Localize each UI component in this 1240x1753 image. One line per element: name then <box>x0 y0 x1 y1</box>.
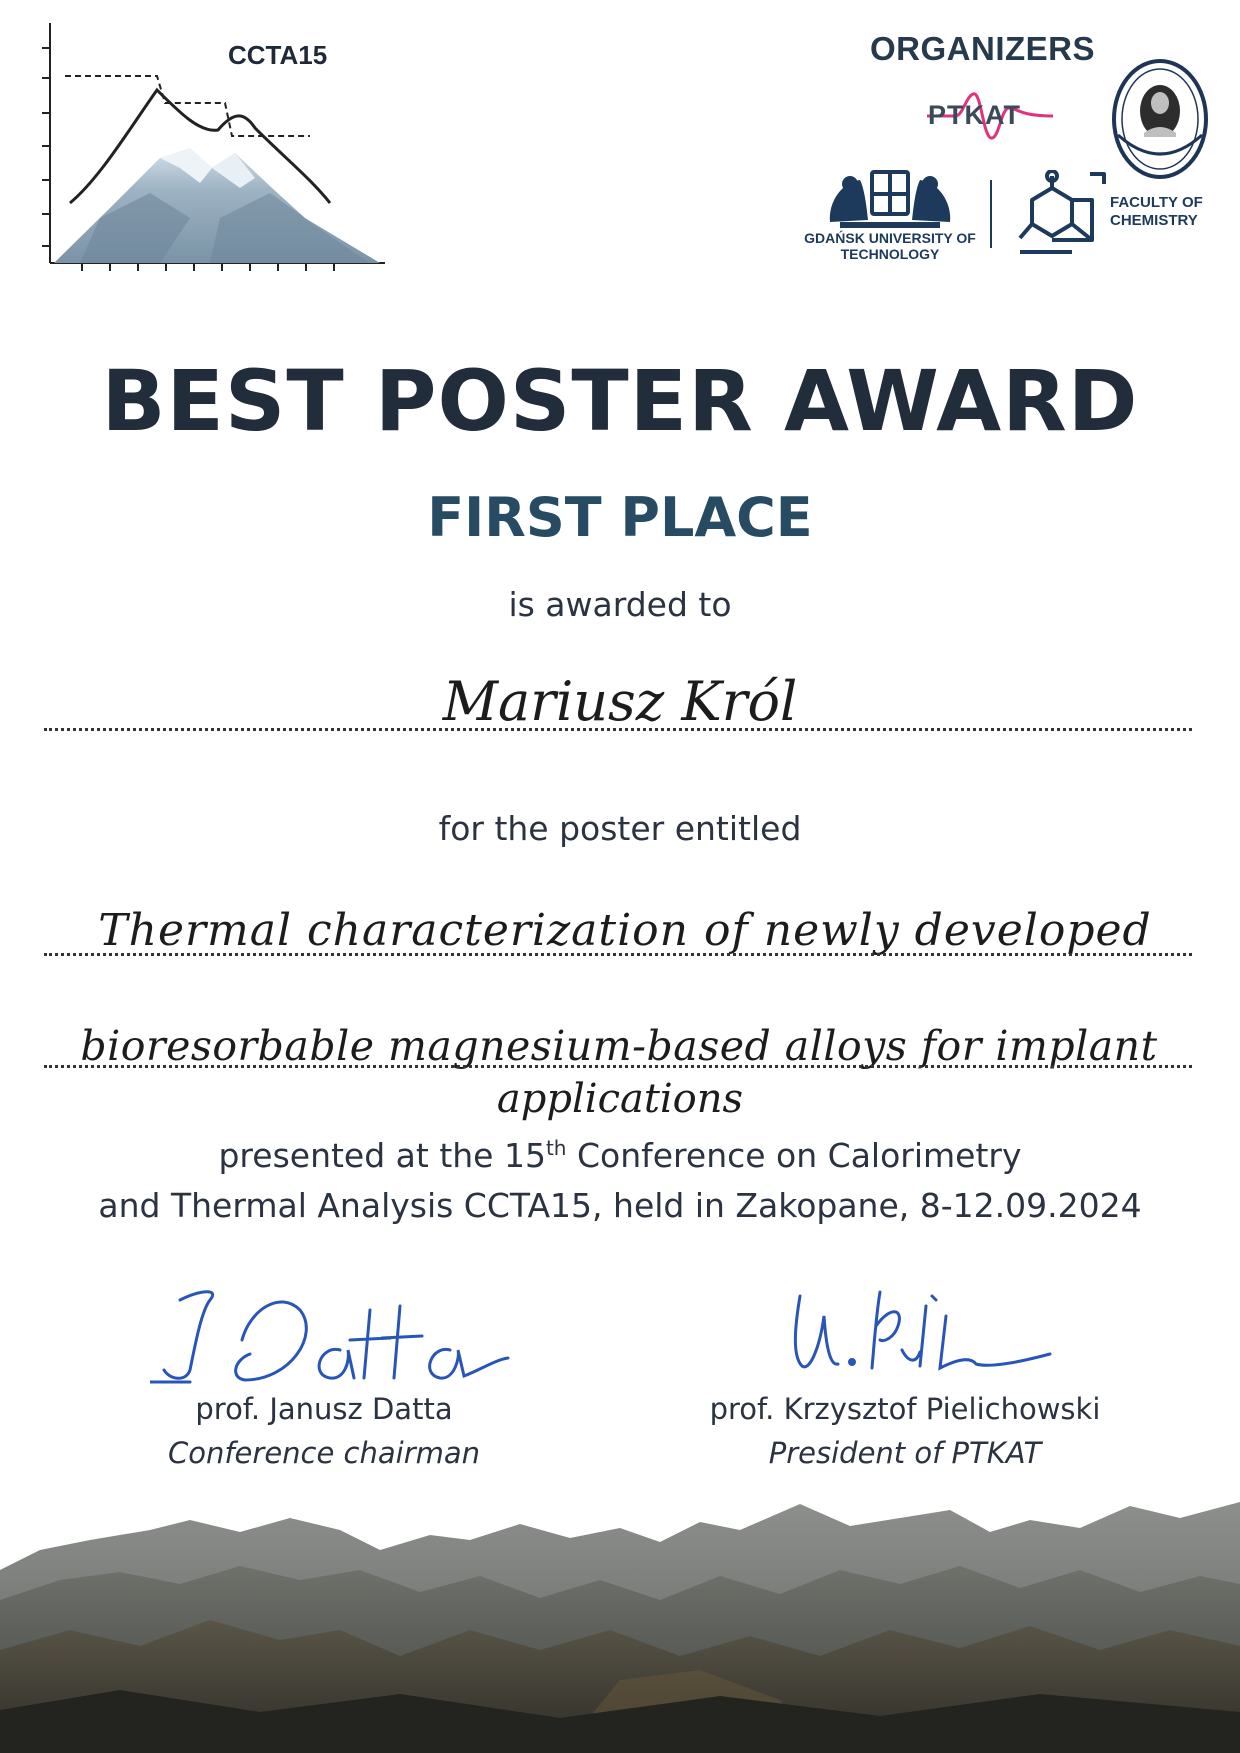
poster-title-dotted-line-1 <box>44 953 1192 956</box>
gdansk-university-crest-logo <box>820 162 960 232</box>
society-seal-logo <box>1110 55 1210 183</box>
organizers-heading: ORGANIZERS <box>870 30 1096 67</box>
mountain-landscape-band <box>0 1480 1240 1753</box>
president-role: President of PTKAT <box>768 1436 1042 1470</box>
poster-title-line-1: Thermal characterization of newly developed <box>98 905 1152 956</box>
president-name: prof. Krzysztof Pielichowski <box>709 1392 1101 1426</box>
chairman-name: prof. Janusz Datta <box>195 1392 453 1426</box>
presented-prefix: presented at the 15 <box>218 1136 546 1175</box>
president-signature <box>780 1286 1060 1386</box>
recipient-dotted-line <box>44 728 1192 731</box>
recipient-name-handwritten: Mariusz Król <box>442 670 798 733</box>
faculty-of-chemistry-name <box>1110 194 1206 230</box>
poster-entitled-label: for the poster entitled <box>438 809 802 848</box>
ccta15-logo-text: CCTA15 <box>228 40 328 70</box>
ptkat-logo-text: PTKAT <box>928 100 1021 130</box>
chairman-signature <box>150 1270 510 1400</box>
presented-suffix: Conference on Calorimetry <box>566 1136 1022 1175</box>
presented-at-line-1 <box>0 1136 1240 1175</box>
poster-title-dotted-line-2 <box>44 1065 1192 1068</box>
poster-title-line-2: bioresorbable magnesium-based alloys for implant <box>80 1022 1158 1070</box>
faculty-name-text: FACULTY OF CHEMISTRY <box>1110 194 1203 229</box>
ccta15-logo-graphic <box>40 18 400 273</box>
award-title: BEST POSTER AWARD <box>101 352 1139 450</box>
poster-title-line-3: applications <box>496 1076 744 1122</box>
ordinal-suffix: th <box>545 1136 567 1160</box>
presented-at-line-2: and Thermal Analysis CCTA15, held in Zakopane, 8-12.09.2024 <box>98 1186 1142 1225</box>
logo-divider <box>990 180 992 248</box>
chairman-role: Conference chairman <box>167 1436 481 1470</box>
award-place: FIRST PLACE <box>427 486 813 549</box>
faculty-of-chemistry-logo <box>1012 170 1112 260</box>
gdansk-university-name: GDAŃSK UNIVERSITY OF TECHNOLOGY <box>804 230 976 262</box>
awarded-to-label: is awarded to <box>508 585 732 624</box>
